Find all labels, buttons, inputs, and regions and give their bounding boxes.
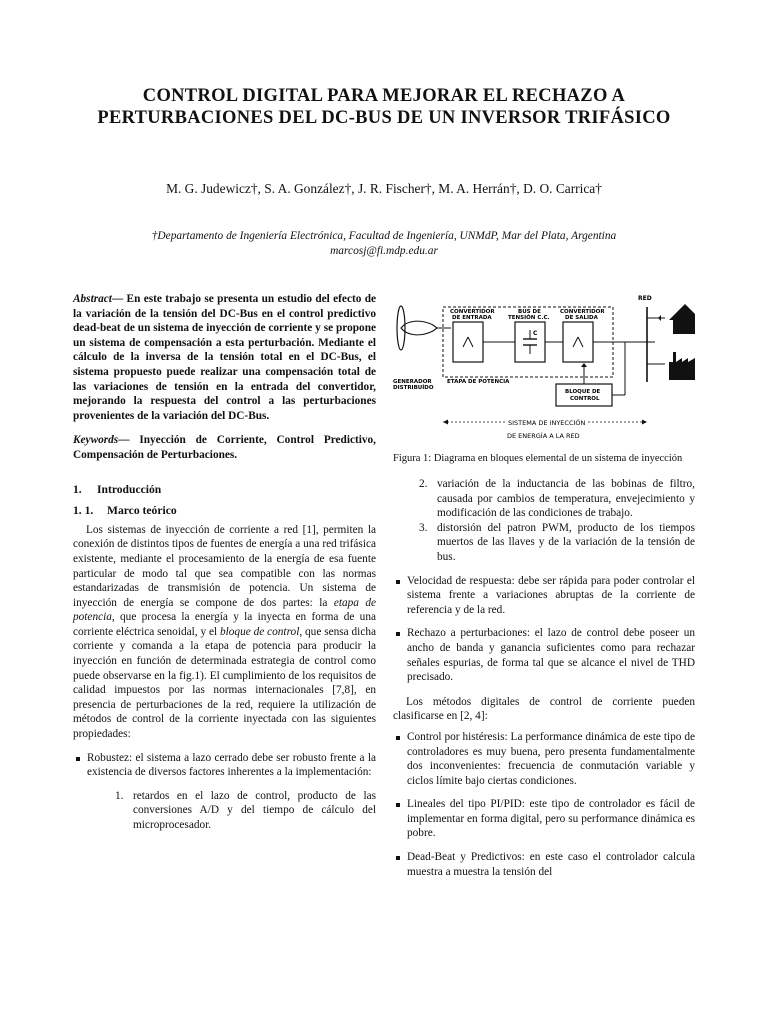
output-converter-label-1: CONVERTIDOR [560,309,605,315]
input-converter-label-1: CONVERTIDOR [450,309,495,315]
list-item: Lineales del tipo PI/PID: este tipo de controlador es fácil de implementar en forma digital, pero su performance dinámica es pobre. [393,797,695,841]
paper-title: CONTROL DIGITAL PARA MEJORAR EL RECHAZO A PERTURBACIONES DEL DC-BUS DE UN INVERSOR TRIFÁSICO [97,86,671,128]
figure-caption: Figura 1: Diagrama en bloques elemental de un sistema de inyección [393,453,683,464]
subsection-title: Marco teórico [107,504,177,518]
factory-icon [669,352,695,380]
list-item: Rechazo a perturbaciones: el lazo de control debe poseer un ancho de banda y ganancia suficientes como para rechazar señales espurias, de forma tal que se alcance el nivel de THD precisado. [393,626,695,684]
intro-text-1: Los sistemas de inyección de corriente a red [1], permiten la conexión de distintos tipos de fuentes de energía a una red trifásica existente, mediante el procesamiento de la energía de esa fuente particular de modo tal que sea compatible con las normas estandarizadas de transmisión de potencia. Un sistema de inyección de energía se compone de dos partes: la [73,523,376,609]
output-converter-block [563,322,593,362]
abstract-text: — En este trabajo se presenta un estudio del efecto de la variación de la tensión del DC-Bus en el control predictivo dead-beat de un sistema de inyección de corriente y se propone un sistema de compensación a esta perturbación. Mediante el cálculo de la inversa de la tensión total en el DC-Bus, el sistema propuesto puede realizar una compensación total de las variaciones de tensión en la entrada del convertidor, mejorando la respuesta del control a las perturbaciones provenientes de la variación del DC-Bus. [73,293,376,422]
list-item [393,477,695,521]
affiliation-department: †Departamento de Ingeniería Electrónica, Facultad de Ingeniería, UNMdP, Mar del Plata, Argentina [151,230,617,242]
section-heading [73,483,376,498]
affiliation-email: marcosj@fi.mdp.edu.ar [330,244,438,257]
section-number: 1. [73,482,82,496]
list-item [73,751,376,833]
item-number: 1. [115,789,124,802]
subsection-number: 1. 1. [73,504,94,518]
abstract [73,292,376,423]
properties-list-right [393,574,695,685]
list-item: Control por histéresis: La performance dinámica de este tipo de controladores es muy buena, pero presenta fundamentalmente dos inconvenientes: frecuencia de conmutación variable y ciclos límite bajo ciertas condiciones. [393,730,695,788]
subsection-heading [73,504,376,519]
intro-text-2: , que procesa la energía y la inyecta en forma de una corriente eléctrica senoidal, y el [73,611,376,638]
intro-text-3: , que sensa dicha corriente y comanda a la etapa de potencia para producir la inyección en función de determinada estrategia de control como puede observarse en la fig.1). El cumplimiento de los requisitos de calidad impuestos por las normas internacionales [7,8], en presencia de perturbaciones de la red, requiere la utilización de métodos de control de la corriente inyectada con las siguientes propiedades: [73,625,376,741]
control-block [556,384,612,406]
list-item [87,789,376,833]
dc-bus-label-1: BUS DE [518,309,541,315]
factors-list-right [393,477,695,565]
list-item [393,521,695,565]
power-stage-label: ETAPA DE POTENCIA [447,379,510,385]
item-text: variación de la inductancia de las bobinas de filtro, causada por cambios de temperatura, envejecimiento y modificación de las condiciones de trabajo. [437,478,695,520]
left-column [73,292,376,833]
generator-label-2: DISTRIBUÍDO [393,385,434,391]
list-item: Velocidad de respuesta: debe ser rápida para poder controlar el sistema frente a variaciones abruptas de la corriente de referencia y de la red. [393,574,695,618]
item-number: 2. [419,478,428,490]
section-title: Introducción [97,482,162,496]
methods-intro: Los métodos digitales de control de corriente pueden clasificarse en [2, 4]: [393,695,695,723]
grid-label: RED [638,295,652,302]
generator-label-1: GENERADOR [393,379,432,385]
item-text: distorsión del patron PWM, producto de los tiempos muertos de las llaves y de la variación de la tensión de bus. [437,521,695,563]
item-text: retardos en el lazo de control, producto de las conversiones A/D y del tiempo de cálculo del microprocesador. [133,789,376,831]
block-diagram [393,292,695,446]
keywords-label: Keywords [73,434,119,447]
figure-1 [393,292,695,446]
intro-paragraph [73,523,376,742]
right-column [393,292,695,879]
keywords-text: — Inyección de Corriente, Control Predictivo, Compensación de Perturbaciones. [73,434,376,461]
control-block-label-2: CONTROL [570,396,600,402]
system-label-1: SISTEMA DE INYECCIÓN [508,419,586,427]
house-icon [669,304,695,334]
affiliation [60,229,708,258]
factors-list-left [87,789,376,833]
wind-turbine-icon [397,306,437,350]
robustez-text: Robustez: el sistema a lazo cerrado debe ser robusto frente a la existencia de diversos factores inherentes a la implementación: [87,751,376,779]
system-label-2: DE ENERGÍA A LA RED [507,432,580,440]
intro-emphasis-1: etapa de potencia [73,596,376,624]
dc-bus-block [515,322,545,362]
intro-emphasis-2: bloque de control [219,625,300,638]
properties-list-left [73,751,376,833]
dc-bus-label-2: TENSIÓN C.C. [508,315,550,321]
methods-list [393,730,695,879]
list-item: Dead-Beat y Predictivos: en este caso el controlador calcula muestra a muestra la tensión del [393,850,695,879]
capacitor-label: C [533,330,538,337]
output-converter-label-2: DE SALIDA [565,315,598,321]
keywords [73,433,376,462]
input-converter-block [453,322,483,362]
abstract-label: Abstract [73,293,112,305]
item-number: 3. [419,521,428,534]
author-list: M. G. Judewicz†, S. A. González†, J. R. Fischer†, M. A. Herrán†, D. O. Carrica† [166,181,602,196]
control-block-label-1: BLOQUE DE [565,389,601,395]
input-converter-label-2: DE ENTRADA [452,315,492,321]
